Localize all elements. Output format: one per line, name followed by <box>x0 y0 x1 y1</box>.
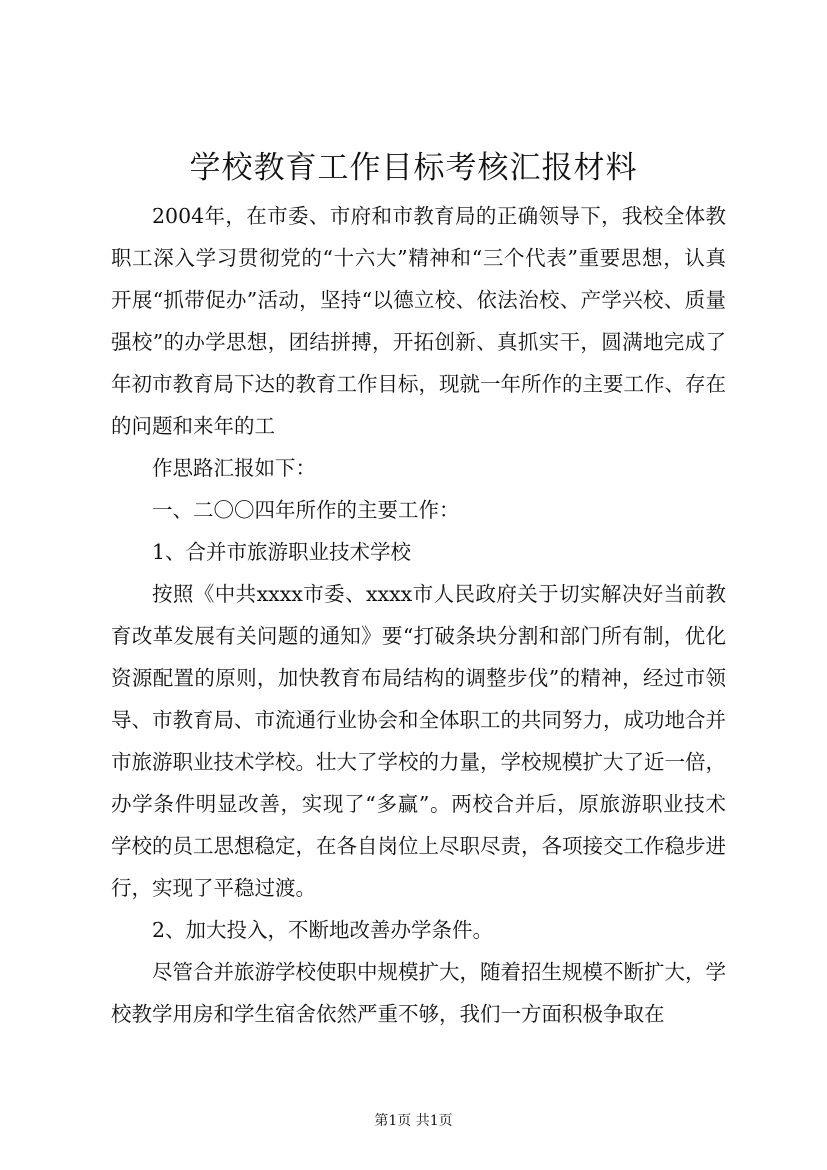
document-body <box>111 195 726 1035</box>
paragraph: 2004年，在市委、市府和市教育局的正确领导下，我校全体教职工深入学习贯彻党的“十六大”精神和“三个代表”重要思想，认真开展“抓带促办”活动，坚持“以德立校、依法治校、产学兴校、质量强校”的办学思想，团结拼搏，开拓创新、真抓实干，圆满地完成了年初市教育局下达的教育工作目标，现就一年所作的主要工作、存在的问题和来年的工 <box>111 204 726 438</box>
paragraph: 作思路汇报如下： <box>152 456 316 480</box>
paragraph: 尽管合并旅游学校使职中规模扩大，随着招生规模不断扩大，学校教学用房和学生宿舍依然严重不够，我们一方面积极争取在 <box>111 960 726 1026</box>
page-footer: 第1页 共1页 <box>374 1113 453 1129</box>
subsection-heading: 1、合并市旅游职业技术学校 <box>152 540 412 564</box>
document-title: 学校教育工作目标考核汇报材料 <box>189 150 638 186</box>
section-heading: 一、二〇〇四年所作的主要工作： <box>152 498 460 522</box>
paragraph: 按照《中共xxxx市委、xxxx市人民政府关于切实解决好当前教育改革发展有关问题的通知》要“打破条块分割和部门所有制，优化资源配置的原则，加快教育布局结构的调整步伐”的精神，经过市领导、市教育局、市流通行业协会和全体职工的共同努力，成功地合并市旅游职业技术学校。壮大了学校的力量，学校规模扩大了近一倍，办学条件明显改善，实现了“多赢”。两校合并后，原旅游职业技术学校的员工思想稳定，在各自岗位上尽职尽责，各项接交工作稳步进行，实现了平稳过渡。 <box>111 582 726 900</box>
subsection-heading: 2、加大投入，不断地改善办学条件。 <box>152 918 494 942</box>
